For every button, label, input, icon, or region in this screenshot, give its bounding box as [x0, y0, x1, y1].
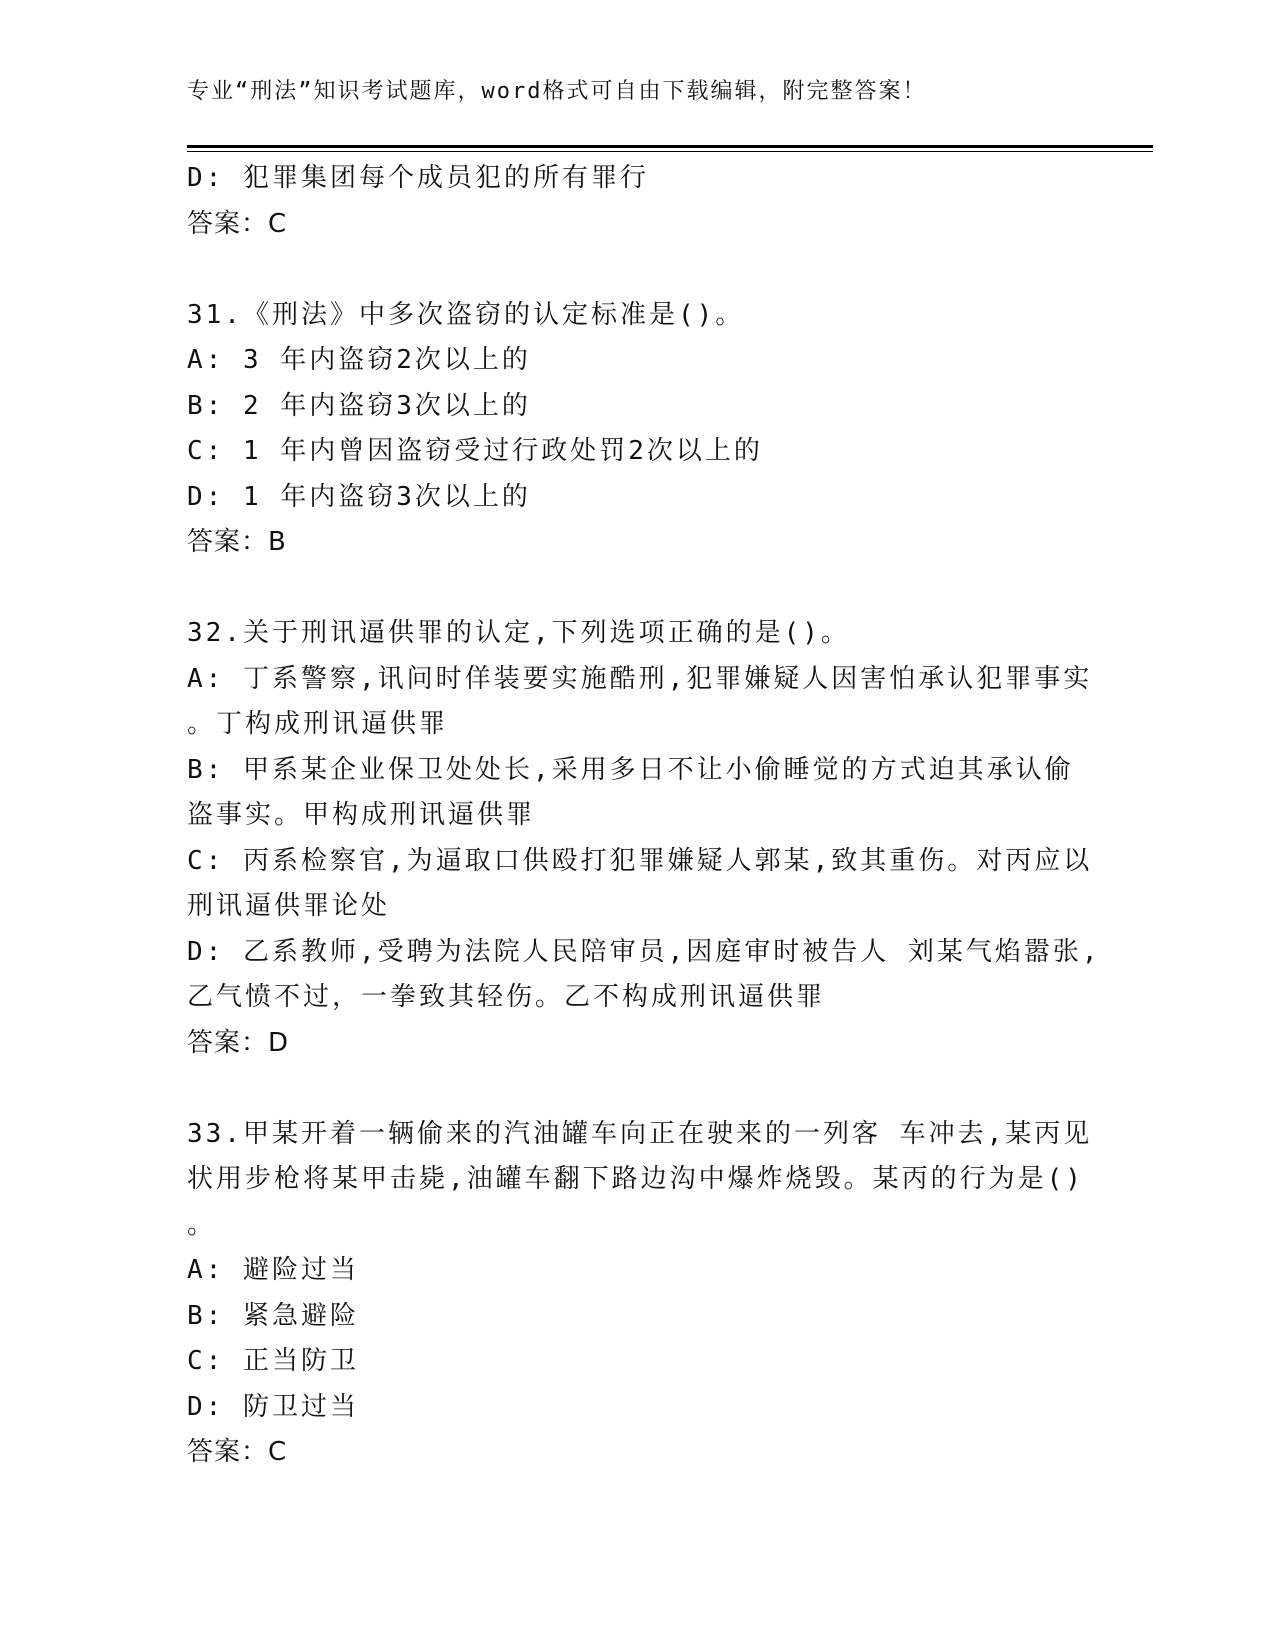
text-line: D: 犯罪集团每个成员犯的所有罪行 [187, 163, 649, 193]
text-line: 盗事实。甲构成刑讯逼供罪 [187, 800, 536, 830]
text-line: 32.关于刑讯逼供罪的认定,下列选项正确的是()。 [187, 618, 850, 648]
text-line: 乙气愤不过，一拳致其轻伤。乙不构成刑讯逼供罪 [187, 982, 826, 1012]
text-line: C: 正当防卫 [187, 1346, 359, 1376]
text-line: 状用步枪将某甲击毙,油罐车翻下路边沟中爆炸烧毁。某丙的行为是() [187, 1164, 1084, 1194]
answer-line: 答案：D [187, 1027, 290, 1058]
question-content [187, 156, 1101, 1476]
text-line: D: 防卫过当 [187, 1391, 359, 1422]
page-header: 专业“刑法”知识考试题库，word格式可自由下载编辑，附完整答案！ [187, 79, 927, 104]
text-line: A: 避险过当 [187, 1255, 359, 1285]
header-rule-thick [187, 145, 1153, 148]
answer-line: 答案：C [187, 1437, 288, 1467]
answer-line: 答案：B [187, 527, 287, 557]
text-line: B: 甲系某企业保卫处处长,采用多日不让小偷睡觉的方式迫其承认偷 [187, 754, 1074, 785]
text-line: A: 丁系警察,讯问时佯装要实施酷刑,犯罪嫌疑人因害怕承认犯罪事实 [187, 663, 1093, 694]
text-line: B: 2 年内盗窃3次以上的 [187, 390, 531, 421]
block-spacer [187, 1066, 1087, 1112]
block-spacer [187, 566, 1087, 612]
text-line: 。 [187, 1209, 217, 1240]
header-rule-thin [187, 151, 1153, 152]
text-line: C: 丙系检察官,为逼取口供殴打犯罪嫌疑人郭某,致其重伤。对丙应以 [187, 845, 1093, 876]
text-line: 33.甲某开着一辆偷来的汽油罐车向正在驶来的一列客 车冲去,某丙见 [187, 1118, 1093, 1149]
answer-line: 答案：C [187, 208, 288, 239]
block-spacer [187, 247, 1087, 293]
text-line: B: 紧急避险 [187, 1300, 359, 1331]
text-line: A: 3 年内盗窃2次以上的 [187, 345, 531, 375]
text-line: 31.《刑法》中多次盗窃的认定标准是()。 [187, 299, 745, 330]
text-line: 。丁构成刑讯逼供罪 [187, 709, 449, 739]
text-line: D: 乙系教师,受聘为法院人民陪审员,因庭审时被告人 刘某气焰嚣张, [187, 936, 1101, 967]
text-line: 刑讯逼供罪论处 [187, 891, 391, 921]
text-line: C: 1 年内曾因盗窃受过行政处罚2次以上的 [187, 436, 763, 466]
text-line: D: 1 年内盗窃3次以上的 [187, 481, 531, 512]
